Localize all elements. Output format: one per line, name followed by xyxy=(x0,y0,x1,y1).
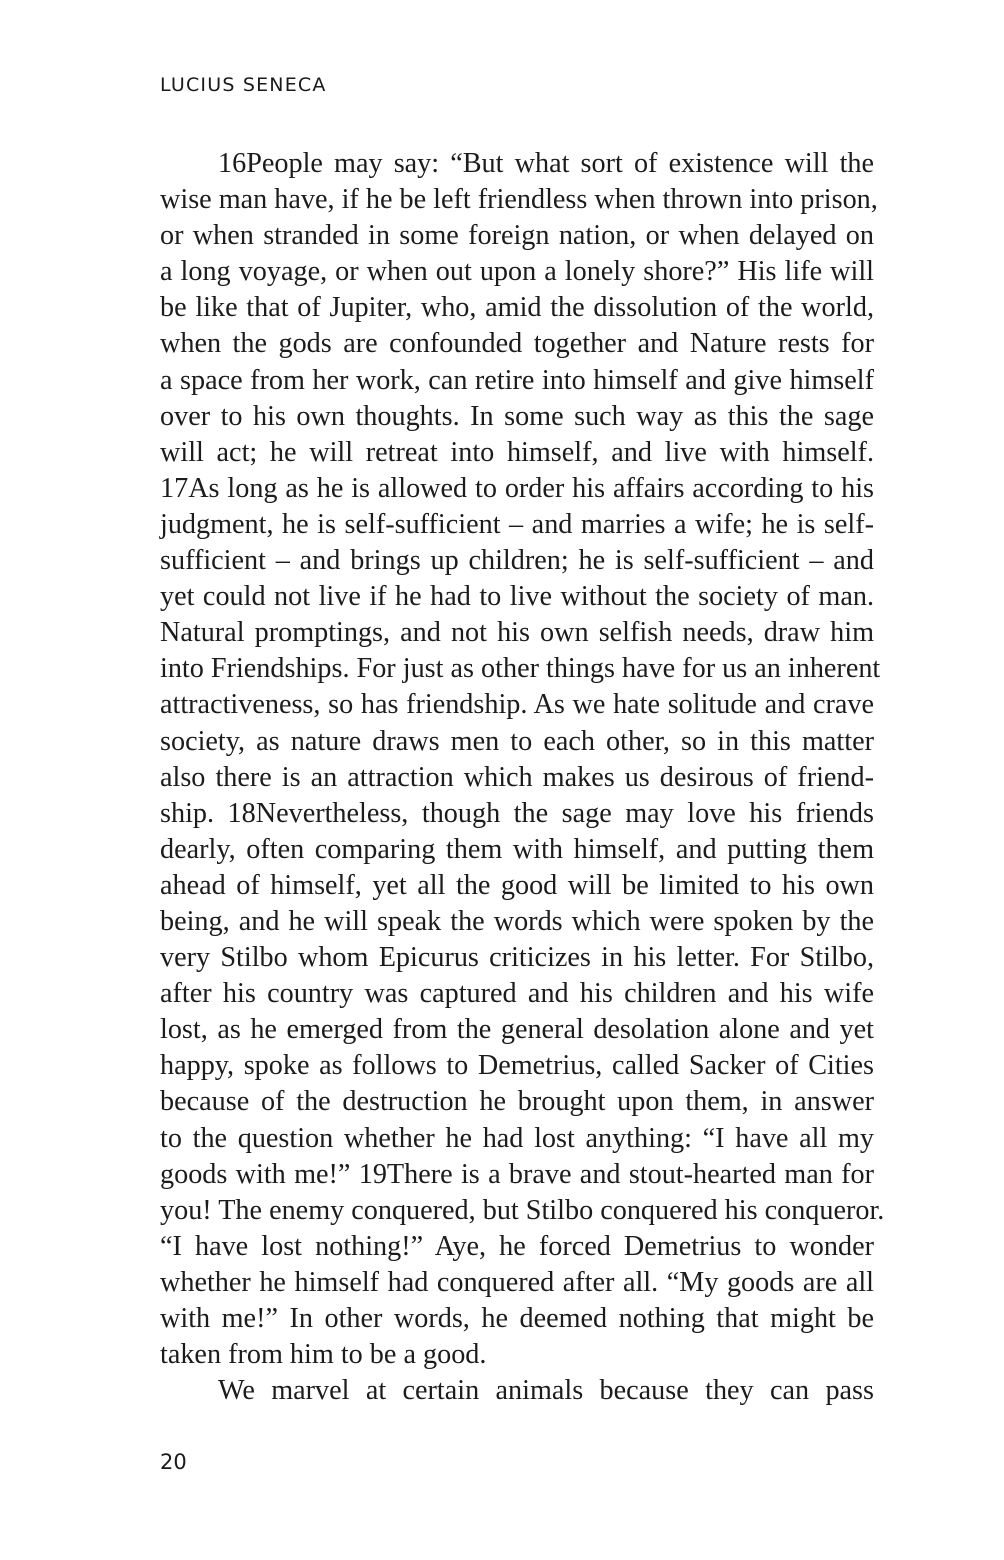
running-head: LUCIUS SENECA xyxy=(160,74,327,96)
text-line: being, and he will speak the words which were spoken by the xyxy=(160,905,874,937)
text-line: attractiveness, so has friendship. As we hate solitude and crave xyxy=(160,689,874,721)
text-line: after his country was captured and his children and his wife xyxy=(160,978,874,1010)
text-line: 16People may say: “But what sort of existence will the xyxy=(218,148,874,179)
text-line: “I have lost nothing!” Aye, he forced Demetrius to wonder xyxy=(160,1230,874,1262)
text-line: also there is an attraction which makes us desirous of friend- xyxy=(160,761,874,793)
text-line: judgment, he is self-sufficient – and marries a wife; he is self- xyxy=(160,508,874,540)
text-line: you! The enemy conquered, but Stilbo conquered his conqueror. xyxy=(160,1194,885,1226)
text-line: happy, spoke as follows to Demetrius, called Sacker of Cities xyxy=(160,1050,874,1082)
page-number: 20 xyxy=(160,1450,187,1474)
text-line: 17As long as he is allowed to order his affairs according to his xyxy=(160,472,874,504)
text-line: goods with me!” 19There is a brave and stout-hearted man for xyxy=(160,1158,874,1190)
text-line: sufficient – and brings up children; he is self-sufficient – and xyxy=(160,545,874,577)
text-line: ship. 18Nevertheless, though the sage may love his friends xyxy=(160,797,874,829)
text-line: a long voyage, or when out upon a lonely shore?” His life will xyxy=(160,256,874,288)
text-line: to the question whether he had lost anything: “I have all my xyxy=(160,1122,874,1154)
text-line: lost, as he emerged from the general desolation alone and yet xyxy=(160,1014,874,1046)
text-line: ahead of himself, yet all the good will be limited to his own xyxy=(160,869,874,901)
text-line: We marvel at certain animals because they can pass xyxy=(218,1375,874,1407)
text-line: wise man have, if he be left friendless when thrown into prison, xyxy=(160,184,878,216)
text-line: whether he himself had conquered after all. “My goods are all xyxy=(160,1266,874,1298)
text-line: will act; he will retreat into himself, and live with himself. xyxy=(160,436,874,468)
text-line: be like that of Jupiter, who, amid the dissolution of the world, xyxy=(160,292,874,324)
text-line: yet could not live if he had to live without the society of man. xyxy=(160,581,874,613)
text-line: into Friendships. For just as other things have for us an inherent xyxy=(160,653,881,685)
text-line: when the gods are confounded together and Nature rests for xyxy=(160,328,874,360)
body-text xyxy=(160,146,885,1409)
text-line: a space from her work, can retire into himself and give himself xyxy=(160,364,874,396)
text-line: taken from him to be a good. xyxy=(160,1339,487,1371)
text-line: dearly, often comparing them with himself, and putting them xyxy=(160,833,874,865)
text-line: with me!” In other words, he deemed nothing that might be xyxy=(160,1303,874,1334)
text-line: over to his own thoughts. In some such way as this the sage xyxy=(160,400,874,432)
text-line: society, as nature draws men to each other, so in this matter xyxy=(160,725,874,757)
text-line: very Stilbo whom Epicurus criticizes in his letter. For Stilbo, xyxy=(160,942,874,974)
text-line: because of the destruction he brought upon them, in answer xyxy=(160,1086,874,1118)
text-line: Natural promptings, and not his own selfish needs, draw him xyxy=(160,617,874,649)
text-line: or when stranded in some foreign nation, or when delayed on xyxy=(160,220,874,252)
